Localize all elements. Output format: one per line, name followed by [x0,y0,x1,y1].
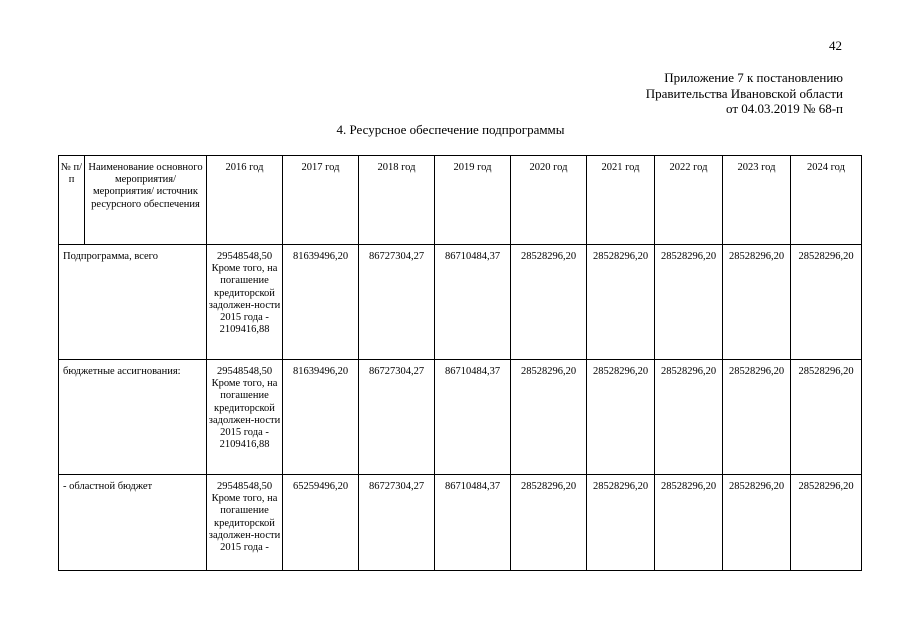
cell-value: 86710484,37 [435,245,511,360]
table-row [59,360,862,475]
appendix-header [523,70,843,117]
header-year: 2021 год [587,156,655,245]
cell-value: 28528296,20 [511,245,587,360]
header-year: 2020 год [511,156,587,245]
header-year: 2018 год [359,156,435,245]
cell-value: 28528296,20 [723,475,791,571]
cell-value: 86727304,27 [359,475,435,571]
table-row [59,245,862,360]
row-name: Подпрограмма, всего [59,245,207,360]
cell-value: 28528296,20 [723,245,791,360]
header-year: 2017 год [283,156,359,245]
cell-2016: 29548548,50 Кроме того, на погашение кредиторской задолжен-ности 2015 года - [207,475,283,571]
cell-value: 28528296,20 [587,475,655,571]
header-year: 2023 год [723,156,791,245]
appendix-line-2: Правительства Ивановской области [645,85,843,101]
cell-value: 65259496,20 [283,475,359,571]
cell-value: 28528296,20 [511,360,587,475]
cell-value: 28528296,20 [655,475,723,571]
header-year: 2024 год [791,156,862,245]
cell-value: 86727304,27 [359,245,435,360]
section-title-wrap [0,122,905,138]
cell-value: 28528296,20 [791,245,862,360]
cell-value: 81639496,20 [283,360,359,475]
row-name: - областной бюджет [59,475,207,571]
cell-value: 28528296,20 [655,245,723,360]
cell-value: 28528296,20 [791,475,862,571]
table-row [59,475,862,571]
page-number: 42 [829,38,842,53]
header-name: Наименование основного мероприятия/ мероприятия/ источник ресурсного обеспечения [85,156,207,245]
resource-table [58,155,862,571]
header-year: 2022 год [655,156,723,245]
header-year: 2016 год [207,156,283,245]
cell-value: 28528296,20 [655,360,723,475]
cell-value: 86727304,27 [359,360,435,475]
cell-value: 28528296,20 [723,360,791,475]
cell-2016: 29548548,50 Кроме того, на погашение кредиторской задолжен-ности 2015 года - 2109416,88 [207,245,283,360]
cell-value: 28528296,20 [791,360,862,475]
cell-2016: 29548548,50 Кроме того, на погашение кредиторской задолжен-ности 2015 года - 2109416,88 [207,360,283,475]
header-num: № п/п [59,156,85,245]
cell-value: 81639496,20 [283,245,359,360]
cell-value: 28528296,20 [587,360,655,475]
table-header-row [59,156,862,245]
header-year: 2019 год [435,156,511,245]
cell-value: 28528296,20 [511,475,587,571]
cell-value: 28528296,20 [587,245,655,360]
row-name: бюджетные ассигнования: [59,360,207,475]
section-title: 4. Ресурсное обеспечение подпрограммы [336,122,565,137]
appendix-line-1: Приложение 7 к постановлению [664,70,843,85]
cell-value: 86710484,37 [435,360,511,475]
cell-value: 86710484,37 [435,475,511,571]
appendix-line-3: от 04.03.2019 № 68-п [726,101,843,116]
